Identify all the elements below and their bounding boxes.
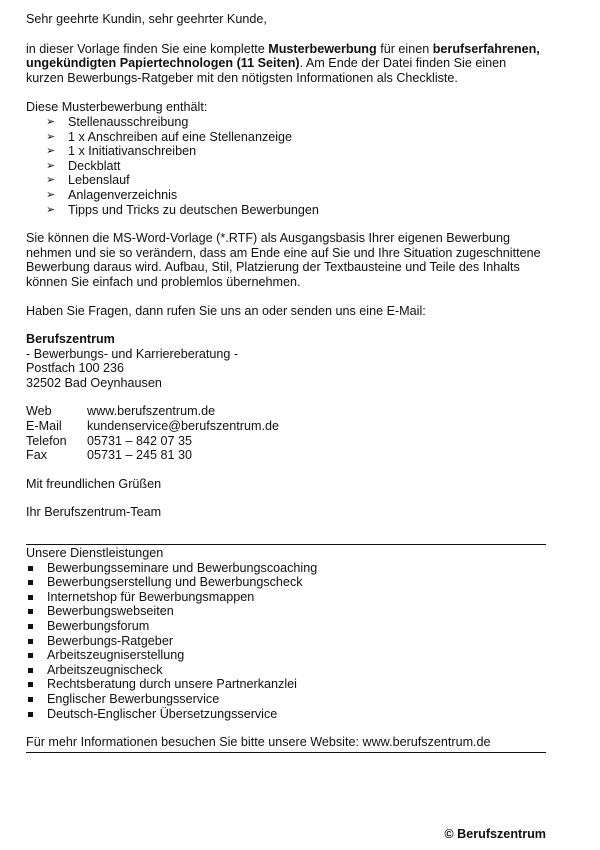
company-name: Berufszentrum (26, 332, 115, 347)
list-item: ➢ 1 x Initiativanschreiben (46, 144, 197, 159)
services-list-1 (26, 561, 546, 649)
contents-list (26, 115, 546, 217)
list-item: Deutsch-Englischer Übersetzungsservice (28, 707, 546, 722)
arrowhead-bullet-icon: ➢ (46, 130, 56, 143)
contact-table (26, 404, 546, 462)
list-item: ➢ Stellenausschreibung (46, 114, 189, 129)
square-bullet-icon (28, 712, 33, 717)
email-label: E-Mail (26, 419, 62, 434)
intro-text-3: . Am Ende der Datei finden Sie einen kurzen Bewerbungs-Ratgeber mit den nötigsten Informationen als Checkliste. (26, 56, 507, 85)
more-info: Für mehr Informationen besuchen Sie bitte unsere Website: www.berufszentrum.de (26, 735, 491, 750)
contents-heading: Diese Musterbewerbung enthält: (26, 100, 208, 115)
usage-paragraph: Sie können die MS-Word-Vorlage (*.RTF) als Ausgangsbasis Ihrer eigenen Bewerbung nehmen und sie so verändern, dass am Ende eine auf Sie und Ihre Situation zugeschnittene Bewerbung daraus wird. Aufbau, Stil, Platzierung der Textbausteine und Teile des Inhalts können Sie einfach und problemlos übernehmen. (26, 231, 541, 289)
list-item: ➢ Deckblatt (46, 158, 121, 173)
intro-text-1: in dieser Vorlage finden Sie eine komplette (26, 41, 269, 56)
phone-label: Telefon (26, 433, 67, 448)
web-link[interactable]: www.berufszentrum.de (87, 404, 216, 419)
list-item: Rechtsberatung durch unsere Partnerkanzlei (28, 677, 546, 692)
list-item: ➢ 1 x Anschreiben auf eine Stellenanzeige (46, 129, 293, 144)
postbox: Postfach 100 236 (26, 361, 125, 376)
arrowhead-bullet-icon: ➢ (46, 203, 56, 216)
square-bullet-icon (28, 624, 33, 629)
divider-bottom (26, 752, 546, 753)
fax-number: 05731 – 245 81 30 (87, 448, 193, 463)
arrowhead-bullet-icon: ➢ (46, 188, 56, 201)
square-bullet-icon (28, 609, 33, 614)
web-label: Web (26, 404, 52, 419)
intro-text-2: für einen (376, 41, 433, 56)
arrowhead-bullet-icon: ➢ (46, 174, 56, 187)
greeting: Sehr geehrte Kundin, sehr geehrter Kunde, (26, 12, 267, 26)
questions-paragraph: Haben Sie Fragen, dann rufen Sie uns an oder senden uns eine E-Mail: (26, 303, 426, 318)
divider-top (26, 544, 546, 545)
email-link[interactable]: kundenservice@berufszentrum.de (87, 419, 279, 434)
intro-bold-2: berufserfahrenen, ungekündigten Papiertechnologen (11 Seiten) (26, 41, 540, 71)
list-item: Englischer Bewerbungsservice (28, 692, 546, 707)
square-bullet-icon (28, 682, 33, 687)
list-item: Bewerbungs-Ratgeber (28, 634, 546, 649)
intro-bold-1: Musterbewerbung (268, 41, 377, 56)
list-item: Arbeitszeugnischeck (28, 663, 546, 678)
list-item: Bewerbungserstellung und Bewerbungscheck (28, 575, 546, 590)
city: 32502 Bad Oeynhausen (26, 375, 162, 390)
address-block (26, 332, 546, 390)
signature: Ihr Berufszentrum-Team (26, 505, 162, 520)
list-item: Internetshop für Bewerbungsmappen (28, 590, 546, 605)
square-bullet-icon (28, 580, 33, 585)
services-list-2 (26, 648, 546, 692)
square-bullet-icon (28, 639, 33, 644)
document-page (26, 12, 546, 753)
list-item: ➢ Tipps und Tricks zu deutschen Bewerbungen (46, 202, 319, 217)
list-item: Bewerbungswebseiten (28, 604, 546, 619)
square-bullet-icon (28, 668, 33, 673)
company-tagline: - Bewerbungs- und Karriereberatung - (26, 346, 239, 361)
list-item: Bewerbungsforum (28, 619, 546, 634)
arrowhead-bullet-icon: ➢ (46, 145, 56, 158)
square-bullet-icon (28, 595, 33, 600)
arrowhead-bullet-icon: ➢ (46, 115, 56, 128)
intro-paragraph (26, 42, 546, 86)
square-bullet-icon (28, 653, 33, 658)
closing: Mit freundlichen Grüßen (26, 476, 162, 491)
square-bullet-icon (28, 697, 33, 702)
fax-label: Fax (26, 448, 47, 463)
square-bullet-icon (28, 566, 33, 571)
copyright: © Berufszentrum (444, 827, 546, 841)
arrowhead-bullet-icon: ➢ (46, 159, 56, 172)
phone-number: 05731 – 842 07 35 (87, 433, 193, 448)
list-item: ➢ Lebenslauf (46, 173, 130, 188)
list-item: Bewerbungsseminare und Bewerbungscoaching (28, 561, 546, 576)
services-heading: Unsere Dienstleistungen (26, 546, 164, 561)
list-item: ➢ Anlagenverzeichnis (46, 187, 178, 202)
services-list-3 (26, 692, 546, 721)
list-item: Arbeitszeugniserstellung (28, 648, 546, 663)
